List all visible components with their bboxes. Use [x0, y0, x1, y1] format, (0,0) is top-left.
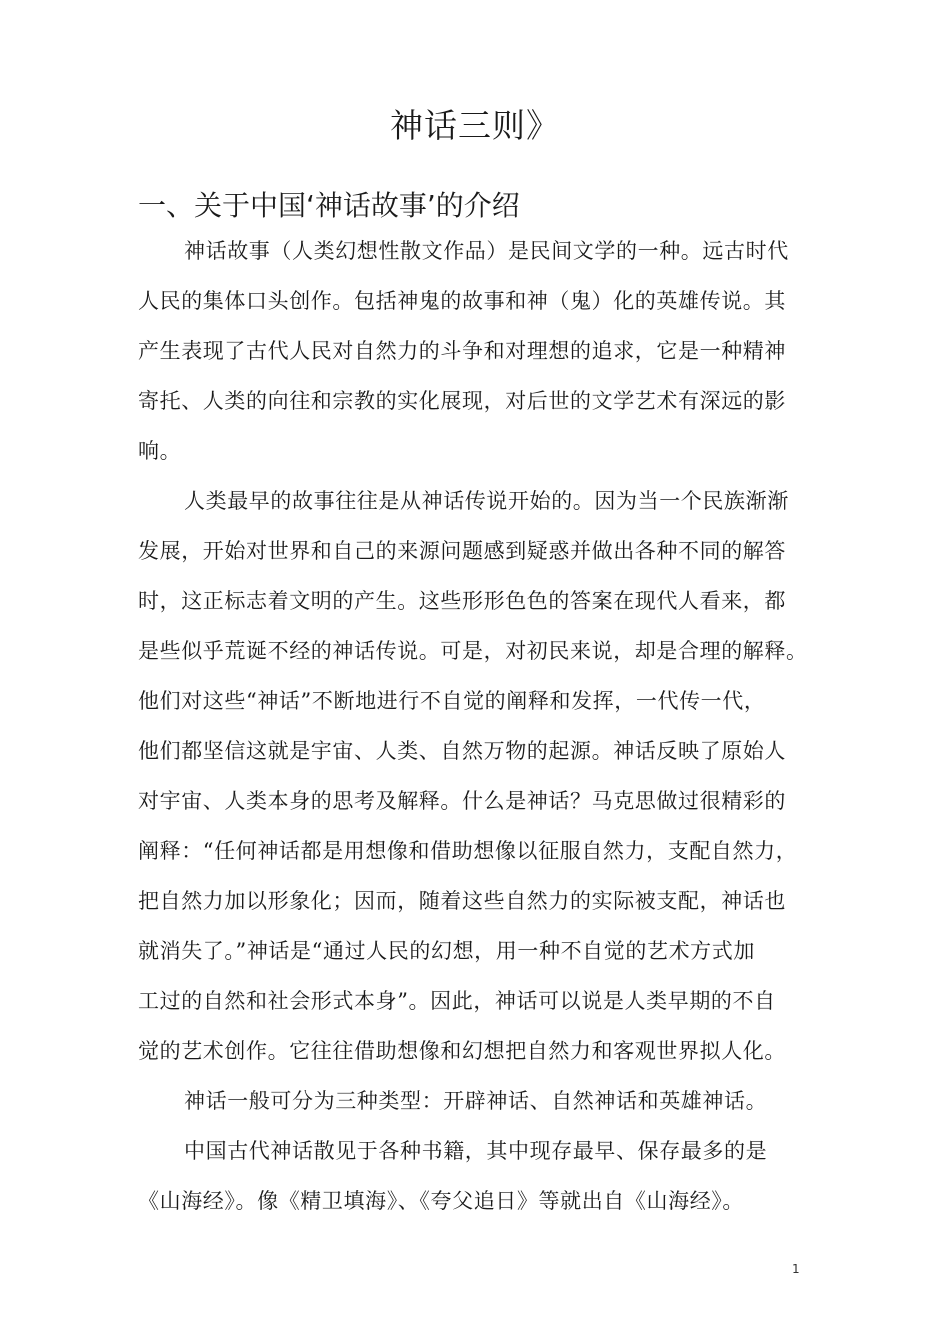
text-line: 工过的自然和社会形式本身”。因此，神话可以说是人类早期的不自	[138, 989, 776, 1013]
text-line: 他们对这些“神话”不断地进行不自觉的阐释和发挥，一代传一代，	[138, 689, 766, 713]
text-line: 发展，开始对世界和自己的来源问题感到疑惑并做出各种不同的解答	[138, 539, 786, 563]
text-line: 就消失了。”神话是“通过人民的幻想，用一种不自觉的艺术方式加	[138, 939, 755, 963]
text-line: 寄托、人类的向往和宗教的实化展现，对后世的文学艺术有深远的影	[138, 389, 786, 413]
text-line: 产生表现了古代人民对自然力的斗争和对理想的追求，它是一种精神	[138, 339, 786, 363]
section-heading: 一、关于中国‘神话故事’的介绍	[138, 189, 520, 222]
text-line: 神话故事（人类幻想性散文作品）是民间文学的一种。远古时代	[184, 239, 789, 263]
text-line: 神话一般可分为三种类型：开辟神话、自然神话和英雄神话。	[184, 1089, 768, 1113]
text-line: 中国古代神话散见于各种书籍，其中现存最早、保存最多的是	[184, 1139, 768, 1163]
text-line: 人类最早的故事往往是从神话传说开始的。因为当一个民族渐渐	[184, 489, 789, 513]
text-line: 时，这正标志着文明的产生。这些形形色色的答案在现代人看来，都	[138, 589, 786, 613]
text-line: 是些似乎荒诞不经的神话传说。可是，对初民来说，却是合理的解释。	[138, 639, 808, 663]
text-line: 把自然力加以形象化；因而，随着这些自然力的实际被支配，神话也	[138, 889, 786, 913]
document-title: 神话三则》	[390, 106, 560, 145]
text-line: 响。	[138, 439, 182, 463]
text-line: 觉的艺术创作。它往往借助想像和幻想把自然力和客观世界拟人化。	[138, 1039, 786, 1063]
text-line: 对宇宙、人类本身的思考及解释。什么是神话？马克思做过很精彩的	[138, 789, 786, 813]
text-line: 人民的集体口头创作。包括神鬼的故事和神（鬼）化的英雄传说。其	[138, 289, 786, 313]
page-number: 1	[792, 1262, 800, 1276]
body-text	[138, 232, 814, 1232]
text-line: 他们都坚信这就是宇宙、人类、自然万物的起源。神话反映了原始人	[138, 739, 786, 763]
text-line: 《山海经》。像《精卫填海》、《夸父追日》等就出自《山海经》。	[138, 1189, 744, 1213]
text-line: 阐释：“任何神话都是用想像和借助想像以征服自然力，支配自然力，	[138, 839, 798, 863]
